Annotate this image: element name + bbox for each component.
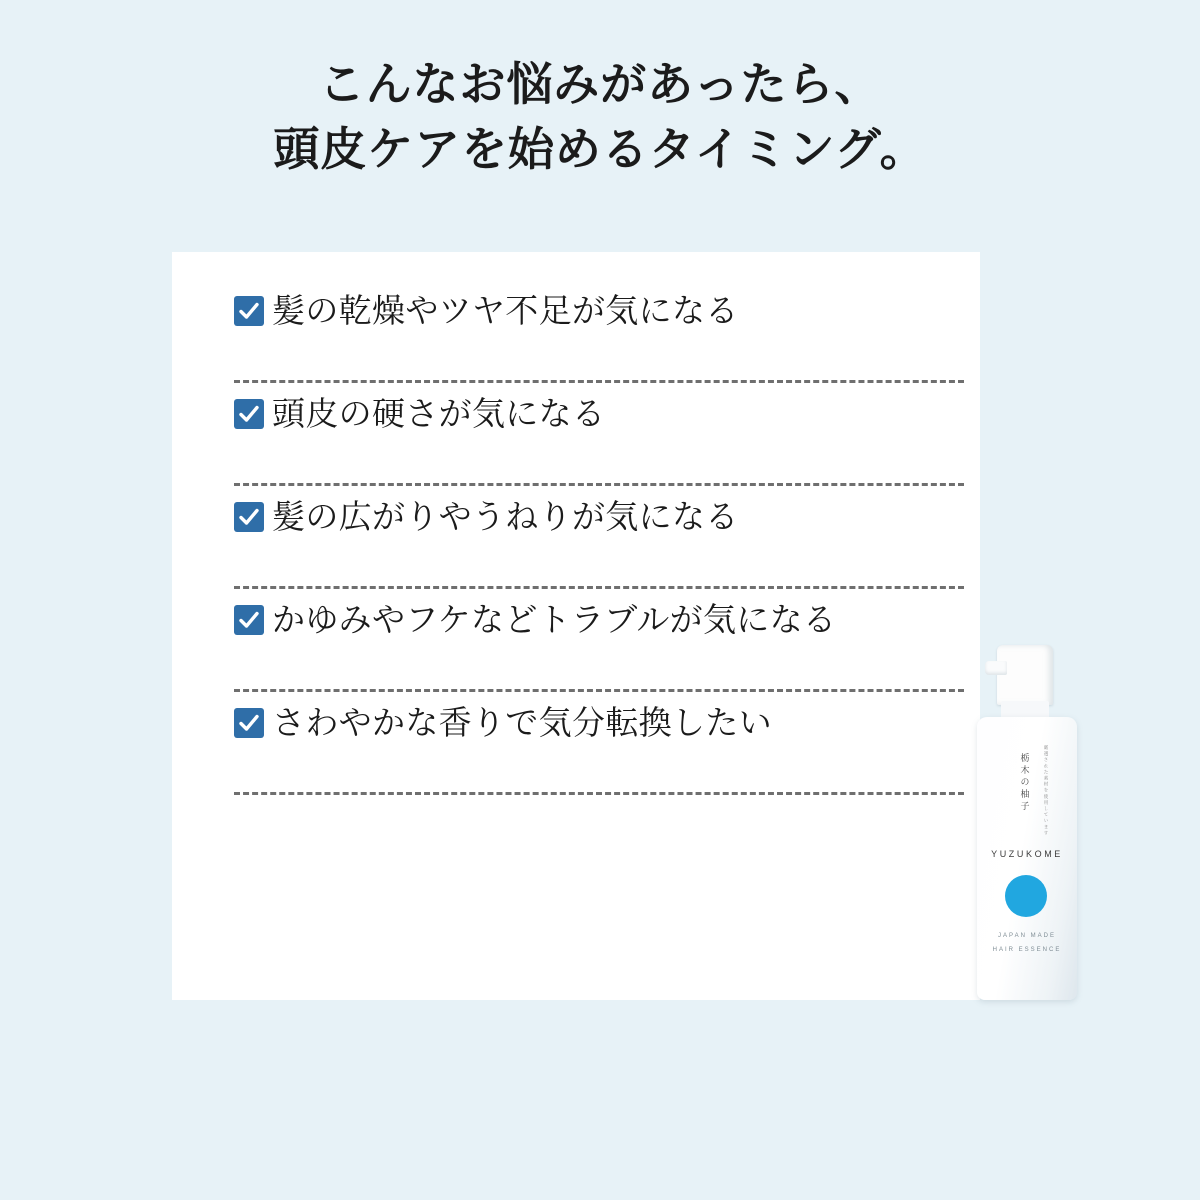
checklist-card [172, 252, 980, 1000]
list-item[interactable] [234, 589, 924, 689]
page-title-line-2: 頭皮ケアを始めるタイミング。 [273, 123, 927, 176]
list-item-label: さわやかな香りで気分転換したい [272, 704, 772, 741]
bottle-vertical-label: 栃木の柚子 [1019, 753, 1030, 813]
bottle-cap [997, 645, 1053, 705]
checklist [234, 280, 924, 795]
checkbox-checked-icon[interactable] [234, 605, 264, 635]
list-item-label: 頭皮の硬さが気になる [272, 395, 606, 432]
list-item[interactable] [234, 692, 924, 792]
bottle-nozzle [985, 661, 1007, 675]
list-item-label: 髪の乾燥やツヤ不足が気になる [272, 292, 739, 329]
page-title-line-1: こんなお悩みがあったら、 [318, 58, 882, 110]
list-item-label: かゆみやフケなどトラブルが気になる [272, 601, 837, 638]
bottle-small-label: 厳選された素材を使用しています [1044, 745, 1049, 837]
page-title [0, 52, 1200, 183]
checkbox-checked-icon[interactable] [234, 708, 264, 738]
list-item[interactable] [234, 486, 924, 586]
bottle-origin-label: JAPAN MADE [998, 933, 1056, 939]
bottle-brand-label: YUZUKOME [991, 849, 1063, 859]
list-item[interactable] [234, 280, 924, 380]
checkbox-checked-icon[interactable] [234, 502, 264, 532]
bottle-accent-dot [1005, 875, 1047, 917]
list-item[interactable] [234, 383, 924, 483]
product-bottle-image [975, 645, 1081, 1000]
divider [234, 792, 964, 795]
checkbox-checked-icon[interactable] [234, 399, 264, 429]
list-item-label: 髪の広がりやうねりが気になる [272, 498, 739, 535]
bottle-type-label: HAIR ESSENCE [992, 947, 1062, 953]
checkbox-checked-icon[interactable] [234, 296, 264, 326]
